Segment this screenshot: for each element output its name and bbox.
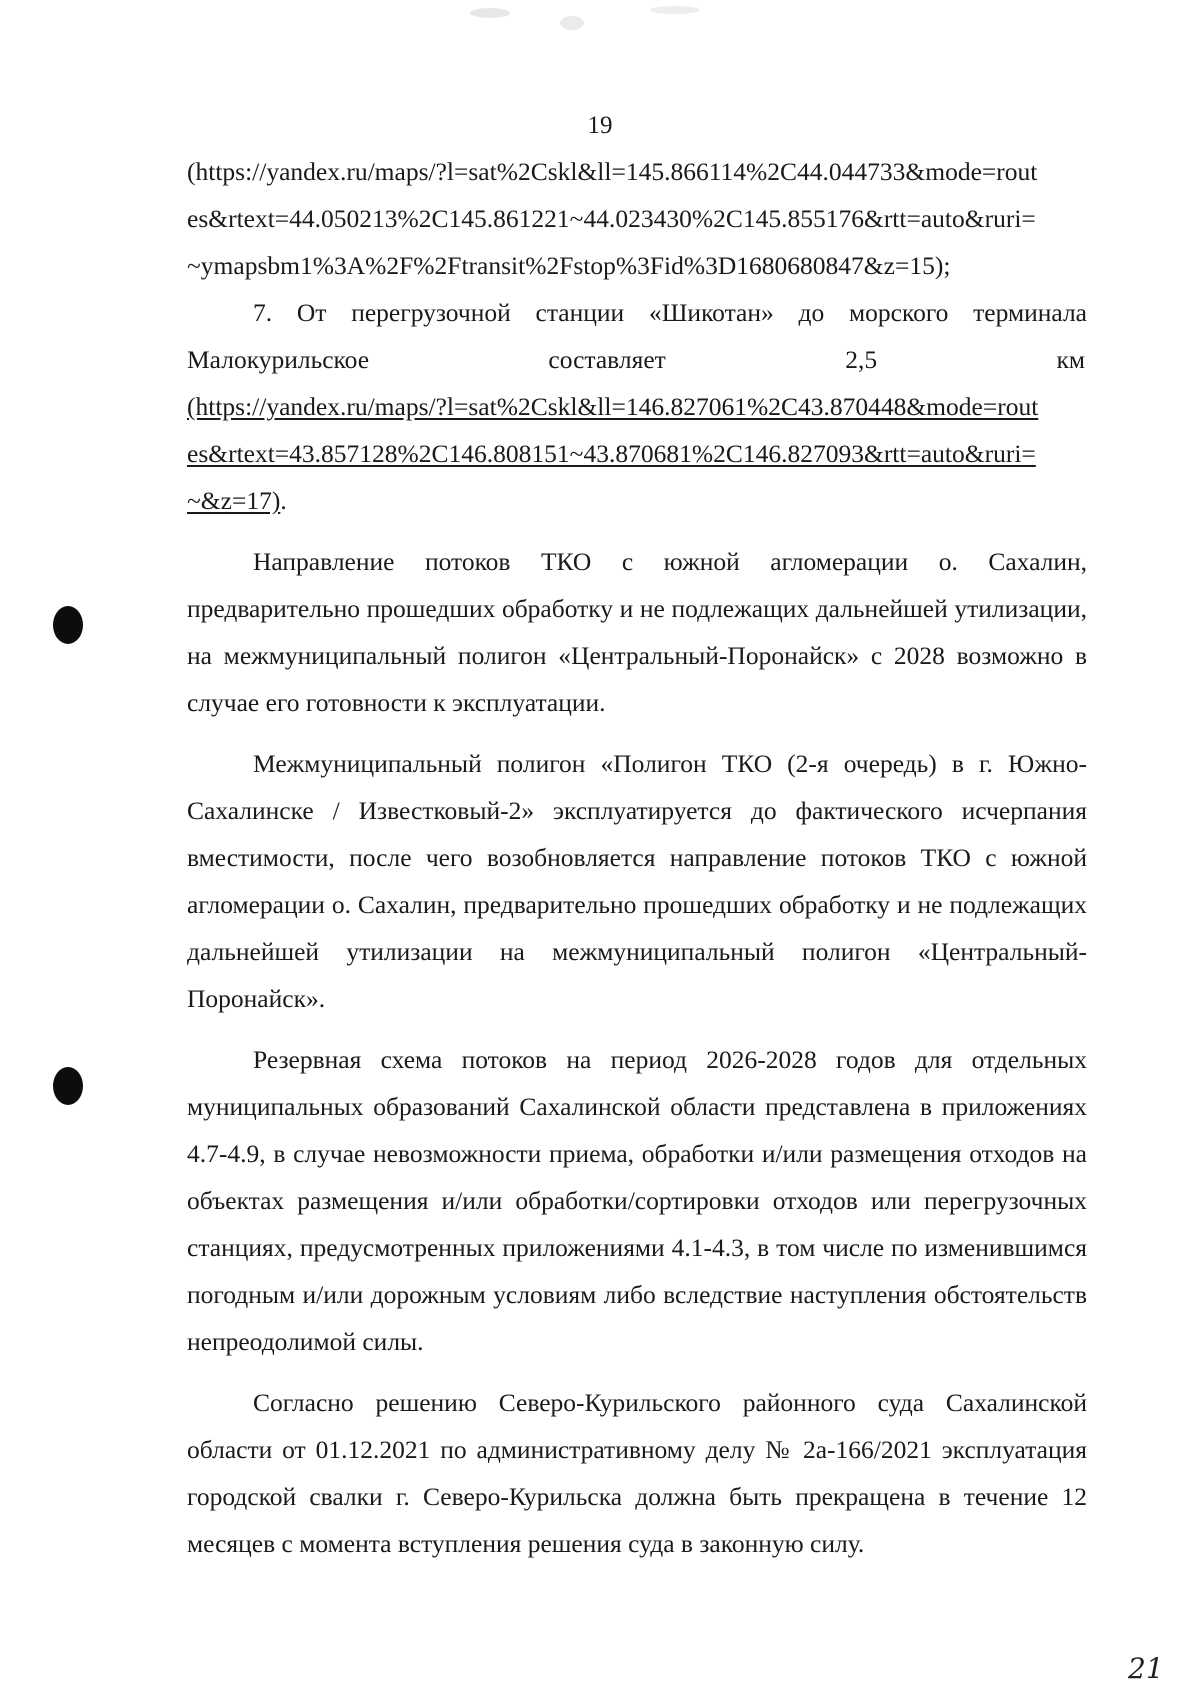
scan-noise	[650, 6, 700, 14]
paragraph-landfill-2: Межмуниципальный полигон «Полигон ТКО (2-я очередь) в г. Южно-Сахалинске / Известковый-2» эксплуатируется до фактического исчерпания вместимости, после чего возобновляется направление потоков ТКО с южной агломерации о. Сахалин, предварительно прошедших обработку и не подлежащих дальнейшей утилизации на межмуниципальный полигон «Центральный-Поронайск».	[187, 749, 1087, 1013]
map-link[interactable]: ~&z=17)	[187, 486, 281, 515]
paragraph-tko-flow: Направление потоков ТКО с южной агломерации о. Сахалин, предварительно прошедших обработку и не подлежащих дальнейшей утилизации, на межмуниципальный полигон «Центральный-Поронайск» с 2028 возможно в случае его готовности к эксплуатации.	[187, 547, 1087, 717]
list-item-7	[187, 289, 1087, 524]
page-number: 19	[587, 112, 613, 139]
word-amounts: составляет	[548, 345, 666, 374]
url-line: ~ymapsbm1%3A%2F%2Ftransit%2Fstop%3Fid%3D1680680847&z=15);	[187, 251, 951, 280]
map-link[interactable]: (https://yandex.ru/maps/?l=sat%2Cskl&ll=146.827061%2C43.870448&mode=rout	[187, 392, 1039, 421]
distance-unit: км	[1056, 345, 1085, 374]
url-line: es&rtext=44.050213%2C145.861221~44.023430%2C145.855176&rtt=auto&ruri=	[187, 204, 1036, 233]
binder-punch-hole	[53, 606, 83, 644]
binder-punch-hole	[53, 1067, 83, 1105]
map-link-period: .	[280, 486, 287, 515]
paragraph-court-decision: Согласно решению Северо-Курильского районного суда Сахалинской области от 01.12.2021 по административному делу № 2а-166/2021 эксплуатация городской свалки г. Северо-Курильска должна быть прекращена в течение 12 месяцев с момента вступления решения суда в законную силу.	[187, 1388, 1087, 1558]
url-line: (https://yandex.ru/maps/?l=sat%2Cskl&ll=145.866114%2C44.044733&mode=rout	[187, 157, 1038, 186]
list-item-distance-line	[187, 336, 1087, 383]
distance-value: 2,5	[845, 345, 878, 374]
paragraph-reserve-scheme: Резервная схема потоков на период 2026-2028 годов для отдельных муниципальных образований Сахалинской области представлена в приложениях 4.7-4.9, в случае невозможности приема, обработки и/или размещения отходов на объектах размещения и/или обработки/сортировки отходов или перегрузочных станциях, предусмотренных приложениями 4.1-4.3, в том числе по изменившимся погодным и/или дорожным условиям либо вследствие наступления обстоятельств непреодолимой силы.	[187, 1045, 1087, 1356]
word-terminal-name: Малокурильское	[187, 345, 370, 374]
document-body	[187, 148, 1087, 1567]
map-link-end	[187, 477, 1087, 524]
handwritten-mark: 21	[1128, 1652, 1164, 1685]
route-url-6	[187, 148, 1087, 289]
scan-noise	[470, 8, 510, 18]
scan-noise	[560, 16, 584, 30]
map-link[interactable]: es&rtext=43.857128%2C146.808151~43.870681%2C146.827093&rtt=auto&ruri=	[187, 439, 1036, 468]
list-item-text: 7. От перегрузочной станции «Шикотан» до морского терминала	[253, 298, 1087, 327]
